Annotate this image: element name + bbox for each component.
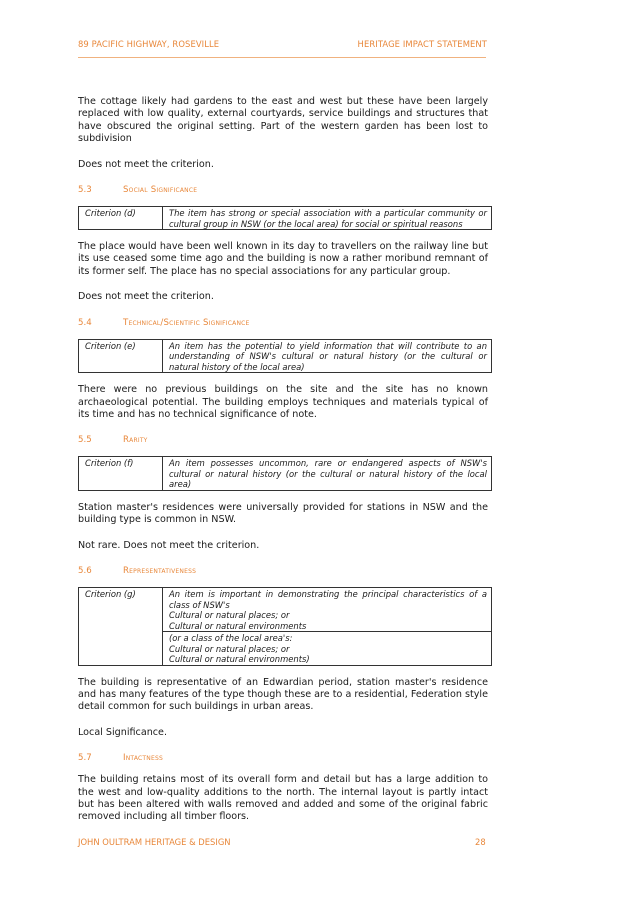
intro-conclusion: Does not meet the criterion. — [78, 158, 214, 170]
section-heading-5-4 — [78, 318, 488, 328]
section-heading-5-3 — [78, 185, 488, 195]
section-paragraph: The place would have been well known in its day to travellers on the railway line but its use ceased some time ago and the building is now a rather moribund remnant of its former self. The place has no special associations for any particular group. — [78, 241, 488, 277]
criterion-table-g — [78, 587, 492, 666]
page-content — [78, 96, 488, 824]
section-number: 5.7 — [78, 753, 92, 764]
criterion-line: Cultural or natural places; or — [169, 643, 290, 654]
criterion-line: (or a class of the local area's: — [169, 633, 293, 644]
criterion-text: An item possesses uncommon, rare or endangered aspects of NSW's cultural or natural history (or the cultural or natural history of the local area) — [163, 457, 492, 491]
criterion-line: Cultural or natural places; or — [169, 610, 290, 621]
criterion-text-row1 — [163, 588, 492, 632]
section-number: 5.5 — [78, 435, 92, 446]
criterion-line: An item is important in demonstrating the principal characteristics of a class of NSW's — [169, 589, 487, 610]
section-title: Representativeness — [123, 566, 197, 577]
criterion-line: Cultural or natural environments — [169, 620, 307, 631]
criterion-label: Criterion (e) — [79, 339, 163, 373]
section-paragraph: The building is representative of an Edwardian period, station master's residence and has many features of the type though these are to a residential, Federation style detail common for such buildings in urban areas. — [78, 676, 488, 713]
intro-paragraph: The cottage likely had gardens to the east and west but these have been largely replaced with low quality, external courtyards, service buildings and structures that have obscured the original setting. Part of the western garden has been lost to subdivision — [78, 96, 488, 145]
section-conclusion: Not rare. Does not meet the criterion. — [78, 539, 260, 551]
section-paragraph: Station master's residences were universally provided for stations in NSW and the building type is common in NSW. — [78, 501, 488, 526]
header-right: HERITAGE IMPACT STATEMENT — [357, 39, 487, 49]
section-title: Technical/Scientific Significance — [123, 317, 250, 328]
criterion-text: The item has strong or special association with a particular community or cultural group in NSW (or the local area) for social or spiritual reasons — [163, 207, 492, 230]
criterion-table-f — [78, 456, 492, 491]
footer-left: JOHN OULTRAM HERITAGE & DESIGN — [78, 837, 231, 847]
criterion-table-d — [78, 206, 492, 230]
header-rule — [78, 57, 486, 58]
criterion-text-row2 — [163, 632, 492, 666]
section-paragraph: There were no previous buildings on the site and the site has no known archaeological potential. The building employs techniques and materials typical of its time and has no technical significance of note. — [78, 384, 488, 420]
section-paragraph: The building retains most of its overall form and detail but has a large addition to the west and low-quality additions to the north. The internal layout is partly intact but has been altered with walls removed and added and some of the original fabric removed including all timber floors. — [78, 774, 488, 823]
section-title: Intactness — [123, 753, 163, 764]
criterion-table-e — [78, 339, 492, 374]
section-conclusion: Does not meet the criterion. — [78, 291, 214, 303]
section-heading-5-6 — [78, 566, 488, 576]
criterion-line: Cultural or natural environments) — [169, 654, 310, 665]
section-title: Rarity — [123, 435, 148, 446]
criterion-label: Criterion (g) — [79, 588, 163, 666]
header-left: 89 PACIFIC HIGHWAY, ROSEVILLE — [78, 39, 220, 49]
section-title: Social Significance — [123, 185, 198, 196]
section-number: 5.6 — [78, 566, 92, 577]
section-heading-5-5 — [78, 435, 488, 445]
criterion-label: Criterion (d) — [79, 207, 163, 230]
section-number: 5.3 — [78, 185, 92, 196]
section-heading-5-7 — [78, 753, 488, 763]
page-number: 28 — [475, 837, 486, 847]
criterion-label: Criterion (f) — [79, 457, 163, 491]
section-conclusion: Local Significance. — [78, 726, 168, 738]
criterion-text: An item has the potential to yield information that will contribute to an understanding of NSW's cultural or natural history (or the cultural or natural history of the local area) — [163, 339, 492, 373]
section-number: 5.4 — [78, 317, 92, 328]
